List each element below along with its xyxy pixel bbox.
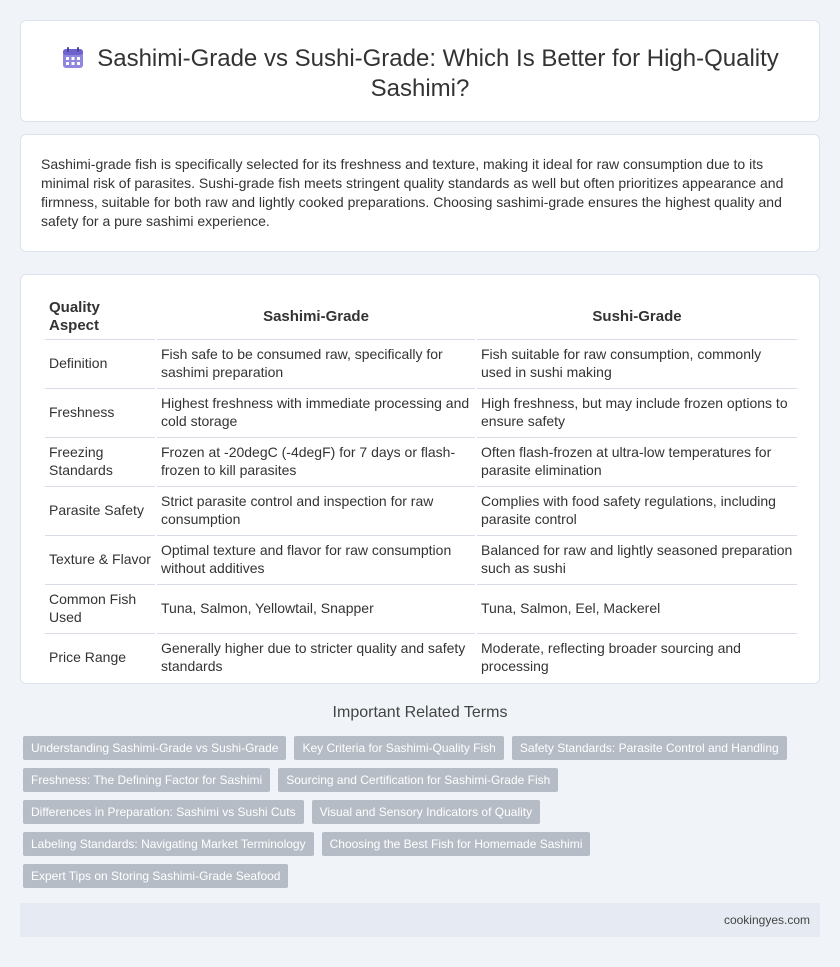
- table-cell: Fish safe to be consumed raw, specifically for sashimi preparation: [157, 339, 475, 386]
- footer-site-link[interactable]: cookingyes.com: [723, 913, 810, 927]
- table-cell: Often flash-frozen at ultra-low temperatures for parasite elimination: [477, 437, 797, 484]
- related-term-tag[interactable]: Key Criteria for Sashimi-Quality Fish: [294, 736, 503, 760]
- table-cell: Tuna, Salmon, Eel, Mackerel: [477, 584, 797, 631]
- tag-row: [23, 864, 823, 888]
- tag-row: [23, 768, 823, 792]
- header-card: [20, 20, 820, 122]
- calendar-icon: [61, 46, 85, 70]
- table-row: [45, 633, 797, 680]
- table-cell: High freshness, but may include frozen options to ensure safety: [477, 388, 797, 435]
- table-row: [45, 584, 797, 631]
- page-title: Sashimi-Grade vs Sushi-Grade: Which Is Better for High-Quality Sashimi?: [97, 45, 779, 102]
- table-cell: Freshness: [45, 388, 155, 435]
- table-cell: Parasite Safety: [45, 486, 155, 533]
- column-header: Sushi-Grade: [592, 308, 682, 325]
- related-term-tag[interactable]: Visual and Sensory Indicators of Quality: [312, 800, 541, 824]
- comparison-table-card: [20, 274, 820, 684]
- comparison-table: [43, 295, 799, 682]
- tag-row: [23, 832, 823, 856]
- table-cell: Highest freshness with immediate processing and cold storage: [157, 388, 475, 435]
- table-header-row: [45, 297, 797, 337]
- related-term-tag[interactable]: Labeling Standards: Navigating Market Terminology: [23, 832, 314, 856]
- table-cell: Definition: [45, 339, 155, 386]
- table-cell: Moderate, reflecting broader sourcing and processing: [477, 633, 797, 680]
- table-cell: Common Fish Used: [45, 584, 155, 631]
- table-row: [45, 535, 797, 582]
- intro-text: Sashimi-grade fish is specifically selected for its freshness and texture, making it ideal for raw consumption due to its minimal risk of parasites. Sushi-grade fish meets stringent quality standards as well but often prioritizes appearance and firmness, suitable for both raw and lightly cooked preparations. Choosing sashimi-grade ensures the highest quality and safety for a pure sashimi experience.: [41, 156, 784, 229]
- table-cell: Price Range: [45, 633, 155, 680]
- table-cell: Strict parasite control and inspection for raw consumption: [157, 486, 475, 533]
- footer: [20, 903, 820, 937]
- related-terms-list: [23, 736, 823, 896]
- related-term-tag[interactable]: Choosing the Best Fish for Homemade Sashimi: [322, 832, 591, 856]
- related-term-tag[interactable]: Sourcing and Certification for Sashimi-Grade Fish: [278, 768, 558, 792]
- intro-card: [20, 134, 820, 252]
- table-cell: Generally higher due to stricter quality and safety standards: [157, 633, 475, 680]
- tag-row: [23, 736, 823, 760]
- table-cell: Frozen at -20degC (-4degF) for 7 days or flash-frozen to kill parasites: [157, 437, 475, 484]
- table-cell: Complies with food safety regulations, including parasite control: [477, 486, 797, 533]
- table-row: [45, 486, 797, 533]
- table-row: [45, 388, 797, 435]
- table-cell: Texture & Flavor: [45, 535, 155, 582]
- table-cell: Fish suitable for raw consumption, commonly used in sushi making: [477, 339, 797, 386]
- related-terms-title: Important Related Terms: [332, 704, 508, 721]
- table-cell: Freezing Standards: [45, 437, 155, 484]
- page-title-wrap: [61, 44, 779, 104]
- column-header: Sashimi-Grade: [263, 308, 369, 325]
- table-cell: Optimal texture and flavor for raw consumption without additives: [157, 535, 475, 582]
- tag-row: [23, 800, 823, 824]
- table-row: [45, 339, 797, 386]
- column-header: Quality Aspect: [49, 299, 100, 334]
- related-term-tag[interactable]: Understanding Sashimi-Grade vs Sushi-Grade: [23, 736, 286, 760]
- related-term-tag[interactable]: Expert Tips on Storing Sashimi-Grade Seafood: [23, 864, 288, 888]
- table-row: [45, 437, 797, 484]
- related-term-tag[interactable]: Differences in Preparation: Sashimi vs Sushi Cuts: [23, 800, 304, 824]
- table-cell: Tuna, Salmon, Yellowtail, Snapper: [157, 584, 475, 631]
- related-term-tag[interactable]: Safety Standards: Parasite Control and Handling: [512, 736, 787, 760]
- related-term-tag[interactable]: Freshness: The Defining Factor for Sashimi: [23, 768, 270, 792]
- table-cell: Balanced for raw and lightly seasoned preparation such as sushi: [477, 535, 797, 582]
